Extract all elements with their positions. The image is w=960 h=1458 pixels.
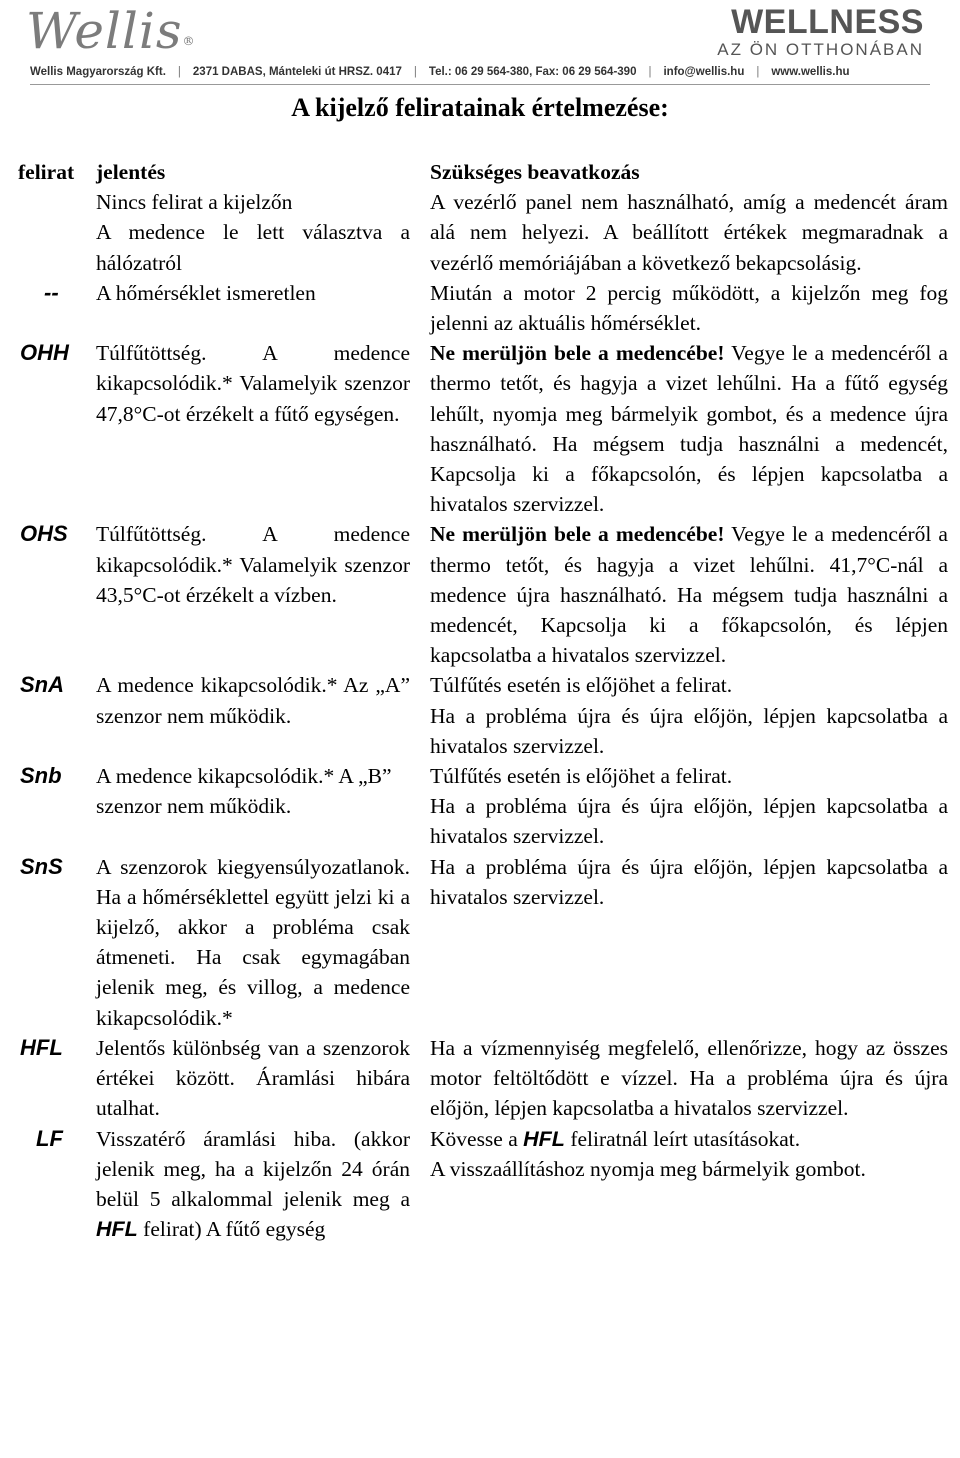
meaning-text: Túlfűtöttség. A medence kikapcsolódik.* Valamelyik szenzor 47,8°C-ot érzékelt a fűtő egységen. xyxy=(96,341,410,426)
action-cell xyxy=(418,852,948,1033)
company-email[interactable]: info@wellis.hu xyxy=(663,66,745,78)
separator: | xyxy=(177,66,181,78)
action-post: feliratnál leírt utasításokat. xyxy=(564,1126,801,1151)
action-cell xyxy=(418,338,948,519)
action-text: Túlfűtés esetén is előjöhet a felirat. xyxy=(430,673,733,698)
table-row xyxy=(14,852,948,1033)
meaning-cell xyxy=(96,1033,418,1124)
action-text: Túlfűtés esetén is előjöhet a felirat. xyxy=(430,764,733,789)
separator: | xyxy=(413,66,417,78)
action-pre: Kövesse a xyxy=(430,1126,524,1151)
table-row xyxy=(14,519,948,670)
wellis-logo xyxy=(26,2,196,60)
meaning-text: A hőmérséklet ismeretlen xyxy=(96,280,316,305)
code-cell: SnA xyxy=(20,672,64,698)
table-header-row xyxy=(14,157,948,187)
action-text: Ha a vízmennyiség megfelelő, ellenőrizze, hogy az összes motor feltöltődött e vízzel. Ha a probléma újra és újra előjön, lépjen kapcsolatba a hivatalos szervizzel. xyxy=(430,1035,948,1121)
action-text: A vezérlő panel nem használható, amíg a medencét áram alá nem helyezi. A beállított értékek megmaradnak a vezérlő memóriájában a következő bekapcsolásig. xyxy=(430,190,948,275)
warning-text: Ne merüljön bele a medencébe! xyxy=(430,341,725,366)
display-codes-table xyxy=(14,157,948,1244)
code-cell: OHS xyxy=(20,521,68,547)
meaning-cell xyxy=(96,670,418,761)
company-address: 2371 DABAS, Mánteleki út HRSZ. 0417 xyxy=(192,66,402,78)
action-text: Ha a probléma újra és újra előjön, lépjen kapcsolatba a hivatalos szervizzel. xyxy=(430,703,948,758)
meaning-cell xyxy=(96,852,418,1033)
meaning-text xyxy=(96,1124,410,1245)
action-rest: Vegye le a medencéről a thermo tetőt, és hagyja a vizet lehűlni. 41,7°C-nál a medence újra használható. Ha mégsem tudja használni a medencét, Kapcsolja ki a főkapcsolón, és lépjen kapcsolatba a hivatalos szervizzel. xyxy=(430,522,948,668)
inline-code: HFL xyxy=(96,1217,138,1242)
warning-text: Ne merüljön bele a medencébe! xyxy=(430,522,725,547)
header-divider xyxy=(30,84,930,85)
action-cell xyxy=(418,278,948,338)
code-cell xyxy=(14,187,96,278)
code-cell: SnS xyxy=(20,853,63,879)
table-row xyxy=(14,1033,948,1124)
action-text xyxy=(430,519,948,670)
registered-mark: ® xyxy=(182,34,196,48)
inline-code: HFL xyxy=(523,1126,565,1151)
action-text: Miután a motor 2 percig működött, a kijelzőn meg fog jelenni az aktuális hőmérséklet. xyxy=(430,280,948,336)
action-text: Ha a probléma újra és újra előjön, lépjen kapcsolatba a hivatalos szervizzel. xyxy=(430,854,948,909)
letterhead xyxy=(0,0,960,88)
table-row xyxy=(14,1124,948,1245)
meaning-text: A medence kikapcsolódik.* A „B” szenzor nem működik. xyxy=(96,764,392,819)
table-row xyxy=(14,670,948,761)
meaning-text: A medence le lett választva a hálózatról xyxy=(96,220,410,275)
action-rest: Vegye le a medencéről a thermo tetőt, és hagyja a vizet lehűlni. Ha a fűtő egység lehűlt, nyomja meg bármelyik gombot, és a medence újra használható. Ha mégsem tudja használni a medencét, Kapcsolja ki a főkapcsolón, és lépjen kapcsolatba a hivatalos szervizzel. xyxy=(430,341,948,517)
company-phone: Tel.: 06 29 564-380, Fax: 06 29 564-390 xyxy=(428,66,637,78)
meaning-text: A szenzorok kiegyensúlyozatlanok. Ha a hőmérséklettel együtt jelzi ki a kijelző, akkor a probléma csak átmeneti. Ha csak egymagában jelenik meg, és villog, a medence kikapcsolódik.* xyxy=(96,854,410,1030)
action-cell xyxy=(418,1033,948,1124)
code-cell: HFL xyxy=(20,1034,63,1060)
meaning-cell xyxy=(96,1124,418,1245)
table-row xyxy=(14,278,948,338)
action-text xyxy=(430,1124,948,1154)
header-action: Szükséges beavatkozás xyxy=(430,160,640,184)
contact-line xyxy=(30,66,930,78)
meaning-text: A medence kikapcsolódik.* Az „A” szenzor nem működik. xyxy=(96,673,410,728)
header-code: felirat xyxy=(18,160,75,184)
table-row xyxy=(14,338,948,519)
meaning-cell xyxy=(96,519,418,670)
meaning-post: felirat) A fűtő egység xyxy=(137,1217,326,1242)
separator: | xyxy=(648,66,652,78)
page-title: A kijelző feliratainak értelmezése: xyxy=(291,93,669,122)
brand-block xyxy=(717,4,924,60)
meaning-cell xyxy=(96,187,418,278)
code-cell: LF xyxy=(36,1125,63,1151)
code-cell: Snb xyxy=(20,763,62,789)
header-meaning: jelentés xyxy=(96,160,166,184)
logo-text: Wellis xyxy=(26,2,183,60)
meaning-text: Nincs felirat a kijelzőn xyxy=(96,190,293,215)
meaning-pre: Visszatérő áramlási hiba. (akkor jelenik meg, ha a kijelzőn 24 órán belül 5 alkalommal jelenik meg a xyxy=(96,1126,410,1211)
meaning-text: Túlfűtöttség. A medence kikapcsolódik.* Valamelyik szenzor 43,5°C-ot érzékelt a vízben. xyxy=(96,522,410,607)
action-cell xyxy=(418,187,948,278)
action-text xyxy=(430,338,948,519)
action-cell xyxy=(418,761,948,852)
table-row xyxy=(14,187,948,278)
brand-tagline: AZ ÖN OTTHONÁBAN xyxy=(717,40,924,59)
table-row xyxy=(14,761,948,852)
meaning-cell xyxy=(96,338,418,519)
meaning-cell xyxy=(96,761,418,852)
code-cell: OHH xyxy=(20,340,69,366)
action-cell xyxy=(418,519,948,670)
meaning-text: Jelentős különbség van a szenzorok értékei között. Áramlási hibára utalhat. xyxy=(96,1035,410,1121)
brand-name: WELLNESS xyxy=(731,3,924,41)
company-website[interactable]: www.wellis.hu xyxy=(771,66,850,78)
code-cell: -- xyxy=(44,279,59,305)
company-name: Wellis Magyarország Kft. xyxy=(30,66,166,78)
separator: | xyxy=(756,66,760,78)
meaning-cell xyxy=(96,278,418,338)
action-text: Ha a probléma újra és újra előjön, lépjen kapcsolatba a hivatalos szervizzel. xyxy=(430,794,948,849)
action-text: A visszaállításhoz nyomja meg bármelyik gombot. xyxy=(430,1156,866,1181)
action-cell xyxy=(418,1124,948,1245)
action-cell xyxy=(418,670,948,761)
